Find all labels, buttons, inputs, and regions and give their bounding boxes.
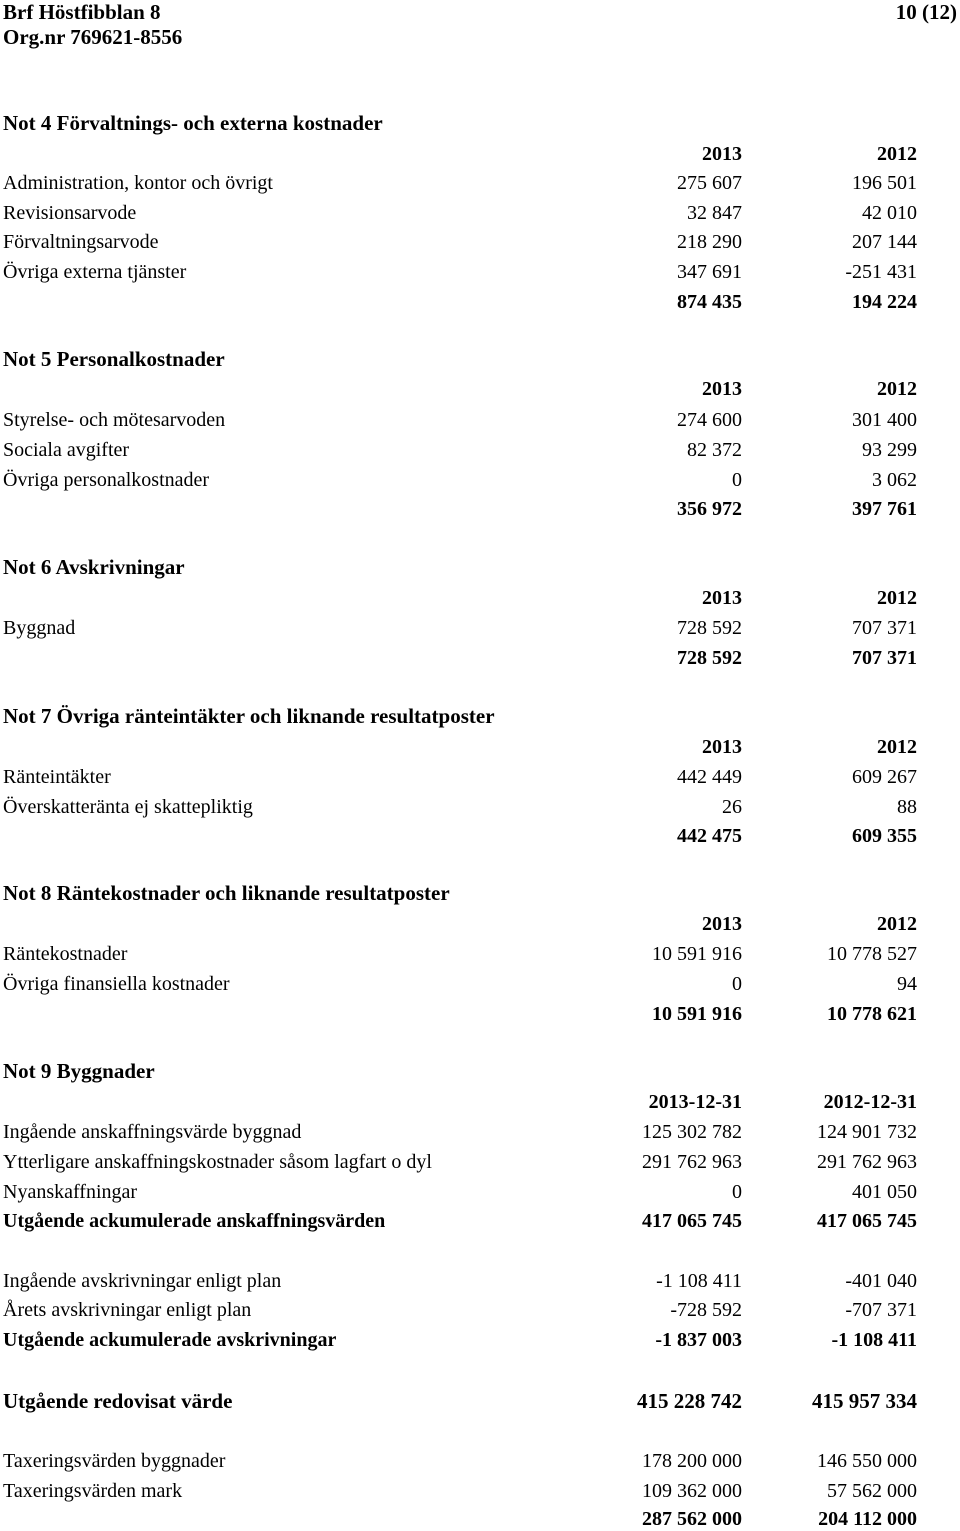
value-2012: 124 901 732 xyxy=(817,1121,917,1143)
value-2013: 218 290 xyxy=(677,231,742,253)
note-6-total-row xyxy=(0,646,960,670)
note-7-title: Not 7 Övriga ränteintäkter och liknande resultatposter xyxy=(3,704,495,728)
note-4-title: Not 4 Förvaltnings- och externa kostnader xyxy=(3,111,383,135)
tax-total-row xyxy=(0,1507,960,1531)
acquisition-total-row xyxy=(0,1209,960,1233)
value-2013: 442 449 xyxy=(677,766,742,788)
value-2012: -251 431 xyxy=(845,261,917,283)
note-4-total-row xyxy=(0,290,960,314)
value-2013: 415 228 742 xyxy=(637,1389,742,1413)
total-2012: 194 224 xyxy=(852,291,917,313)
table-row xyxy=(0,1269,960,1293)
value-2012: 609 267 xyxy=(852,766,917,788)
year-col-2: 2012 xyxy=(877,587,917,609)
total-2012: 397 761 xyxy=(852,498,917,520)
company-name: Brf Höstfibblan 8 xyxy=(3,0,161,24)
org-number: Org.nr 769621-8556 xyxy=(3,25,183,49)
value-2012: 94 xyxy=(897,973,917,995)
value-2012: 42 010 xyxy=(862,202,917,224)
value-2012: 301 400 xyxy=(852,409,917,431)
total-2012: 609 355 xyxy=(852,825,917,847)
row-label: Administration, kontor och övrigt xyxy=(3,172,273,194)
note-5-title: Not 5 Personalkostnader xyxy=(3,347,225,371)
value-2013: 26 xyxy=(722,796,742,818)
note-7-total-row xyxy=(0,824,960,848)
row-label: Ränteintäkter xyxy=(3,766,111,788)
value-2013: 125 302 782 xyxy=(642,1121,742,1143)
table-row xyxy=(0,765,960,789)
table-row xyxy=(0,1479,960,1503)
table-row xyxy=(0,795,960,819)
book-value-row xyxy=(0,1389,960,1413)
row-label: Räntekostnader xyxy=(3,943,128,965)
row-label: Byggnad xyxy=(3,617,76,639)
table-row xyxy=(0,972,960,996)
year-col-2: 2012 xyxy=(877,378,917,400)
year-col-1: 2013 xyxy=(702,587,742,609)
value-2012: 291 762 963 xyxy=(817,1151,917,1173)
row-label: Utgående ackumulerade avskrivningar xyxy=(3,1329,337,1351)
value-2013: 728 592 xyxy=(677,617,742,639)
value-2013: 417 065 745 xyxy=(642,1210,742,1232)
value-2012: -707 371 xyxy=(845,1299,917,1321)
value-2013: -1 108 411 xyxy=(656,1270,742,1292)
total-2013: 442 475 xyxy=(677,825,742,847)
value-2013: 0 xyxy=(732,973,742,995)
value-2013: 178 200 000 xyxy=(642,1450,742,1472)
value-2013: 82 372 xyxy=(687,439,742,461)
row-label: Utgående ackumulerade anskaffningsvärden xyxy=(3,1210,386,1232)
value-2013: 347 691 xyxy=(677,261,742,283)
date-col-2: 2012-12-31 xyxy=(823,1091,917,1113)
total-2013: 874 435 xyxy=(677,291,742,313)
value-2013: -728 592 xyxy=(670,1299,742,1321)
value-2013: 291 762 963 xyxy=(642,1151,742,1173)
total-2013: 10 591 916 xyxy=(652,1003,742,1025)
note-8-year-header xyxy=(0,912,960,936)
table-row xyxy=(0,942,960,966)
note-8-title: Not 8 Räntekostnader och liknande resultatposter xyxy=(3,881,450,905)
value-2012: 146 550 000 xyxy=(817,1450,917,1472)
row-label: Övriga personalkostnader xyxy=(3,469,210,491)
value-2013: 10 591 916 xyxy=(652,943,742,965)
value-2012: 417 065 745 xyxy=(817,1210,917,1232)
year-col-1: 2013 xyxy=(702,736,742,758)
row-label: Ingående avskrivningar enligt plan xyxy=(3,1270,282,1292)
value-2013: 109 362 000 xyxy=(642,1480,742,1502)
table-row xyxy=(0,171,960,195)
row-label: Revisionsarvode xyxy=(3,202,137,224)
row-label: Övriga finansiella kostnader xyxy=(3,973,230,995)
value-2012: 10 778 527 xyxy=(827,943,917,965)
table-row xyxy=(0,260,960,284)
depreciation-total-row xyxy=(0,1328,960,1352)
total-2013: 287 562 000 xyxy=(642,1508,742,1530)
value-2012: 415 957 334 xyxy=(812,1389,917,1413)
row-label: Sociala avgifter xyxy=(3,439,130,461)
row-label: Ingående anskaffningsvärde byggnad xyxy=(3,1121,302,1143)
value-2012: 401 050 xyxy=(852,1181,917,1203)
table-row xyxy=(0,1180,960,1204)
value-2013: 32 847 xyxy=(687,202,742,224)
value-2013: -1 837 003 xyxy=(655,1329,742,1351)
total-2012: 204 112 000 xyxy=(818,1508,917,1530)
table-row xyxy=(0,616,960,640)
year-col-1: 2013 xyxy=(702,143,742,165)
table-row xyxy=(0,230,960,254)
year-col-2: 2012 xyxy=(877,143,917,165)
row-label: Utgående redovisat värde xyxy=(3,1389,233,1413)
total-2013: 356 972 xyxy=(677,498,742,520)
table-row xyxy=(0,408,960,432)
row-label: Ytterligare anskaffningskostnader såsom lagfart o dyl xyxy=(3,1151,432,1173)
value-2012: 3 062 xyxy=(872,469,917,491)
row-label: Förvaltningsarvode xyxy=(3,231,159,253)
row-label: Årets avskrivningar enligt plan xyxy=(3,1299,252,1321)
note-6-title: Not 6 Avskrivningar xyxy=(3,555,185,579)
value-2013: 0 xyxy=(732,1181,742,1203)
table-row xyxy=(0,438,960,462)
value-2012: 196 501 xyxy=(852,172,917,194)
value-2012: -401 040 xyxy=(845,1270,917,1292)
total-2012: 707 371 xyxy=(852,647,917,669)
value-2013: 275 607 xyxy=(677,172,742,194)
year-col-2: 2012 xyxy=(877,736,917,758)
note-8-total-row xyxy=(0,1002,960,1026)
note-9-date-header xyxy=(0,1090,960,1114)
note-9-title: Not 9 Byggnader xyxy=(3,1059,155,1083)
row-label: Taxeringsvärden byggnader xyxy=(3,1450,226,1472)
total-2012: 10 778 621 xyxy=(827,1003,917,1025)
value-2013: 274 600 xyxy=(677,409,742,431)
value-2012: -1 108 411 xyxy=(831,1329,917,1351)
table-row xyxy=(0,1120,960,1144)
value-2012: 707 371 xyxy=(852,617,917,639)
note-5-year-header xyxy=(0,377,960,401)
value-2012: 88 xyxy=(897,796,917,818)
value-2012: 93 299 xyxy=(862,439,917,461)
row-label: Nyanskaffningar xyxy=(3,1181,138,1203)
table-row xyxy=(0,1449,960,1473)
year-col-1: 2013 xyxy=(702,378,742,400)
value-2013: 0 xyxy=(732,469,742,491)
page-number: 10 (12) xyxy=(895,0,957,24)
note-4-year-header xyxy=(0,142,960,166)
table-row xyxy=(0,1150,960,1174)
table-row xyxy=(0,468,960,492)
row-label: Överskatteränta ej skattepliktig xyxy=(3,796,253,818)
date-col-1: 2013-12-31 xyxy=(648,1091,742,1113)
row-label: Styrelse- och mötesarvoden xyxy=(3,409,226,431)
note-5-total-row xyxy=(0,497,960,521)
year-col-2: 2012 xyxy=(877,913,917,935)
table-row xyxy=(0,1298,960,1322)
row-label: Övriga externa tjänster xyxy=(3,261,187,283)
note-6-year-header xyxy=(0,586,960,610)
table-row xyxy=(0,201,960,225)
row-label: Taxeringsvärden mark xyxy=(3,1480,183,1502)
year-col-1: 2013 xyxy=(702,913,742,935)
total-2013: 728 592 xyxy=(677,647,742,669)
value-2012: 57 562 000 xyxy=(827,1480,917,1502)
value-2012: 207 144 xyxy=(852,231,917,253)
note-7-year-header xyxy=(0,735,960,759)
